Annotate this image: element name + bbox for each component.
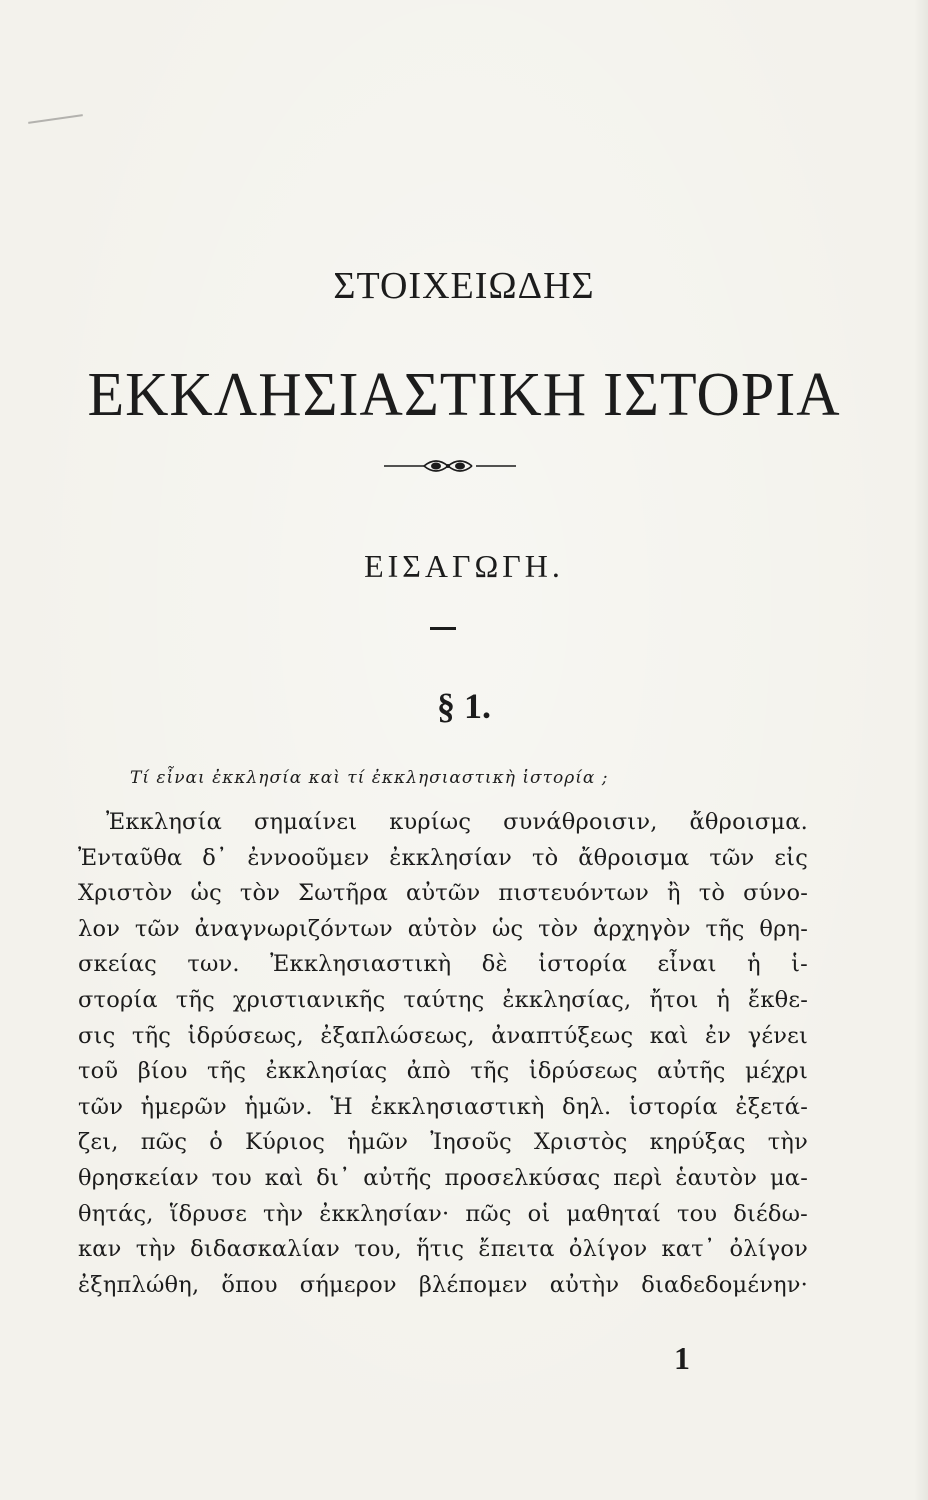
body-line: θρησκείαν του καὶ δι᾽ αὐτῆς προσελκύσας περὶ ἑαυτὸν μα- [78,1164,808,1191]
corner-pencil-mark [28,114,83,124]
title-small: ΣΤΟΙΧΕΙΩΔΗΣ [333,265,595,307]
title-main: ΕΚΚΛΗΣΙΑΣΤΙΚΗ ΙΣΤΟΡΙΑ [87,359,841,429]
body-line: ἐξηπλώθη, ὅπου σήμερον βλέπομεν αὐτὴν διαδεδομένην· [78,1271,808,1298]
page-number: 1 [674,1340,690,1376]
body-line: σκείας των. Ἐκκλησιαστικὴ δὲ ἱστορία εἶναι ἡ ἱ- [78,951,808,978]
body-line: ζει, πῶς ὁ Κύριος ἡμῶν Ἰησοῦς Χριστὸς κηρύξας τὴν [78,1129,808,1156]
section-number: § 1. [437,686,491,726]
body-line: λον τῶν ἀναγνωριζόντων αὐτὸν ὡς τὸν ἀρχηγὸν τῆς θρη- [78,915,808,942]
body-line: Ἐνταῦθα δ᾽ ἐννοοῦμεν ἐκκλησίαν τὸ ἄθροισμα τῶν εἰς [78,844,808,871]
body-line: θητάς, ἵδρυσε τὴν ἐκκλησίαν· πῶς οἱ μαθηταί του διέδω- [78,1200,808,1227]
ornament-divider-icon [380,452,520,480]
body-line: στορία τῆς χριστιανικῆς ταύτης ἐκκλησίας, ἤτοι ἡ ἔκθε- [78,986,808,1013]
section-question: Τί εἶναι ἐκκλησία καὶ τί ἐκκλησιαστικὴ ἱστορία ; [130,768,609,788]
body-line: Ἐκκλησία σημαίνει κυρίως συνάθροισιν, ἄθροισμα. [106,809,808,835]
page-edge-shadow [914,0,928,1500]
body-line: καν τὴν διδασκαλίαν του, ἥτις ἔπειτα ὀλίγον κατ᾽ ὀλίγον [78,1236,808,1263]
body-line: σις τῆς ἱδρύσεως, ἐξαπλώσεως, ἀναπτύξεως καὶ ἐν γένει [78,1022,808,1049]
body-line: Χριστὸν ὡς τὸν Σωτῆρα αὐτῶν πιστευόντων ἢ τὸ σύνο- [78,880,808,907]
intro-heading: ΕΙΣΑΓΩΓΗ. [364,548,564,584]
body-line: τοῦ βίου τῆς ἐκκλησίας ἀπὸ τῆς ἱδρύσεως αὐτῆς μέχρι [78,1058,808,1085]
short-rule [430,627,456,630]
body-line: τῶν ἡμερῶν ἡμῶν. Ἡ ἐκκλησιαστικὴ δηλ. ἱστορία ἐξετά- [78,1093,808,1120]
body-paragraph [78,805,808,1303]
